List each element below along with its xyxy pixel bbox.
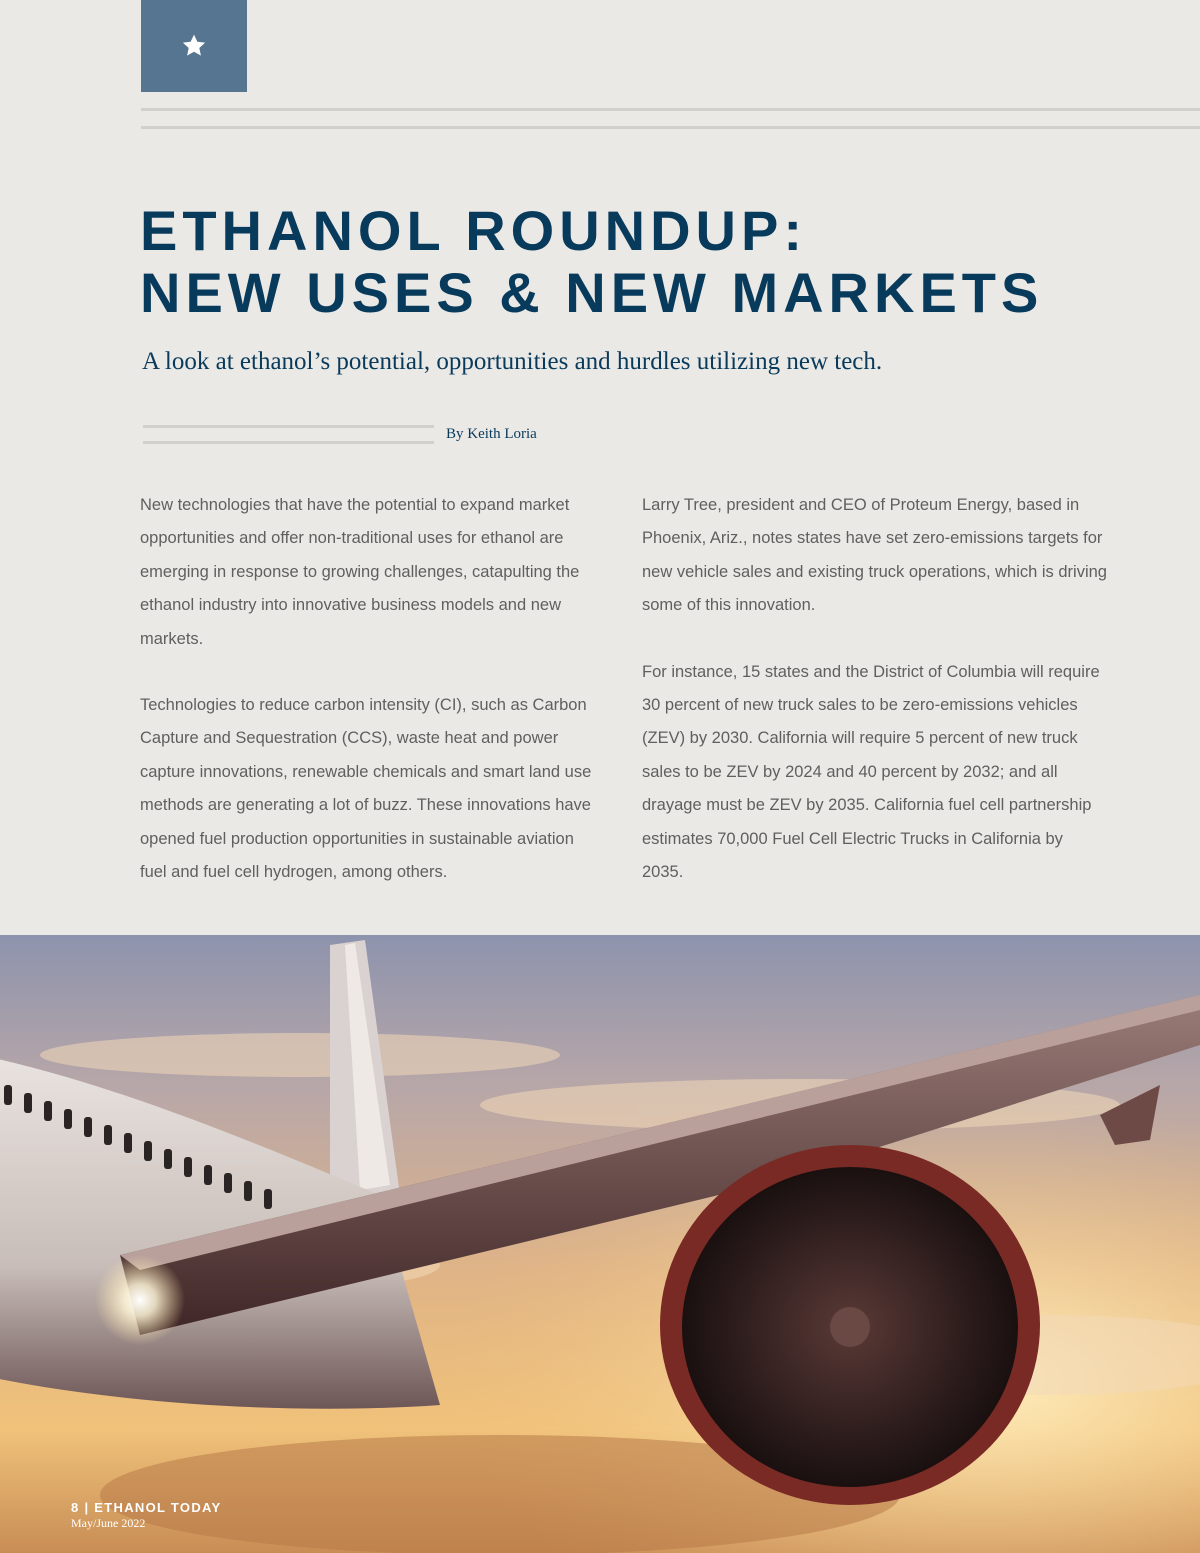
byline-rule-bottom	[143, 441, 434, 444]
page-footer	[71, 1500, 221, 1531]
airplane-hero-image	[0, 935, 1200, 1553]
byline: By Keith Loria	[446, 426, 537, 442]
paragraph: For instance, 15 states and the District of Columbia will require 30 percent of new truck sales to be zero-emissions vehicles (ZEV) by 2030. California will require 5 percent of new truck sales to be ZEV by 2024 and 40 percent by 2032; and all drayage must be ZEV by 2035. California fuel cell partnership estimates 70,000 Fuel Cell Electric Trucks in California by 2035.	[642, 662, 1100, 882]
paragraph: New technologies that have the potential to expand market opportunities and offer non-traditional uses for ethanol are emerging in response to growing challenges, catapulting the ethanol industry into innovative business models and new markets.	[140, 496, 580, 648]
star-icon	[181, 33, 207, 59]
article-subtitle: A look at ethanol’s potential, opportunities and hurdles utilizing new tech.	[142, 348, 883, 375]
paragraph: Technologies to reduce carbon intensity (CI), such as Carbon Capture and Sequestration (CCS), waste heat and power capture innovations, renewable chemicals and smart land use methods are generating a lot of buzz. These innovations have opened fuel production opportunities in sustainable aviation fuel and fuel cell hydrogen, among others.	[140, 696, 592, 882]
article-title	[140, 200, 1043, 324]
airplane-illustration	[0, 935, 1200, 1553]
header-rule-bottom	[141, 126, 1200, 129]
header-rule-top	[141, 108, 1200, 111]
paragraph: Larry Tree, president and CEO of Proteum Energy, based in Phoenix, Ariz., notes states have set zero-emissions targets for new vehicle sales and existing truck operations, which is driving some of this innovation.	[642, 496, 1107, 615]
body-column-left	[140, 489, 600, 922]
title-line-2: NEW USES & NEW MARKETS	[140, 261, 1044, 324]
body-column-right	[642, 489, 1107, 922]
footer-issue-date: May/June 2022	[71, 1516, 146, 1530]
title-line-1: ETHANOL ROUNDUP:	[140, 199, 807, 262]
header-badge	[141, 0, 247, 92]
byline-rule-top	[143, 425, 434, 428]
footer-publication: 8 | ETHANOL TODAY	[71, 1500, 222, 1515]
